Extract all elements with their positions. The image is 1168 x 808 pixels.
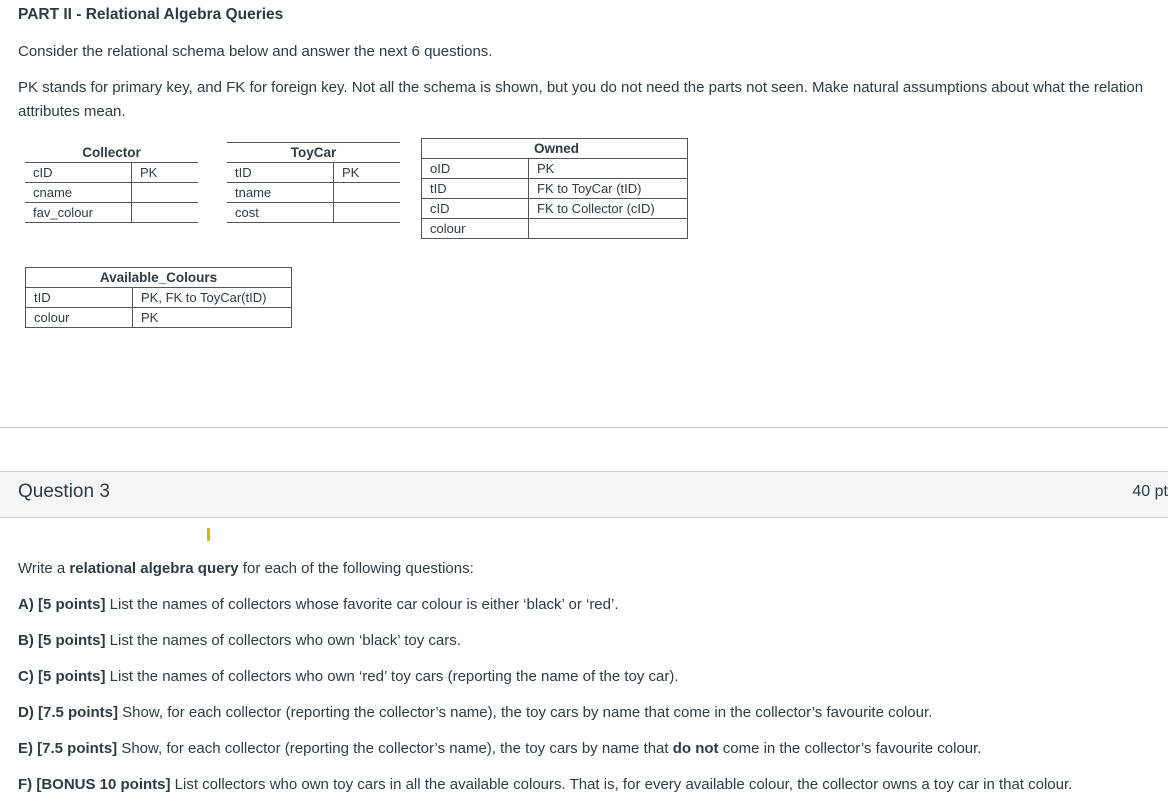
attr-name: colour [26, 308, 133, 328]
item-text-end: come in the collector’s favourite colour. [718, 740, 982, 757]
part-title: PART II - Relational Algebra Queries [18, 6, 284, 23]
attr-key: PK [334, 163, 401, 183]
attr-name: cost [227, 203, 334, 223]
item-text-bold: do not [672, 740, 719, 757]
question-item-c [18, 668, 679, 685]
prompt-bold: relational algebra query [69, 560, 239, 577]
attr-key [132, 203, 199, 223]
attr-key: PK [132, 163, 199, 183]
item-text: Show, for each collector (reporting the collector’s name), the toy cars by name that come in the collector’s favourite colour. [118, 704, 933, 721]
question-item-d [18, 704, 932, 721]
question-item-e [18, 740, 981, 757]
table-name: Collector [25, 143, 198, 163]
prompt-text: Write a [18, 560, 70, 577]
table-name: Owned [422, 139, 688, 159]
text-cursor [207, 528, 210, 541]
attr-name: cID [25, 163, 132, 183]
attr-name: cname [25, 183, 132, 203]
item-text: List collectors who own toy cars in all the available colours. That is, for every available colour, the collector owns a toy car in that colour. [170, 776, 1073, 793]
attr-name: fav_colour [25, 203, 132, 223]
section-divider [0, 427, 1168, 428]
table-name: Available_Colours [26, 268, 292, 288]
attr-key: FK to ToyCar (tID) [529, 179, 688, 199]
attr-name: tID [422, 179, 529, 199]
prompt-text-end: for each of the following questions: [238, 560, 474, 577]
owned-table [421, 138, 688, 239]
item-text: Show, for each collector (reporting the collector’s name), the toy cars by name that [117, 740, 673, 757]
attr-name: colour [422, 219, 529, 239]
schema-note: PK stands for primary key, and FK for foreign key. Not all the schema is shown, but you do not need the parts not seen. Make natural assumptions about what the relation attributes mean. [18, 79, 1144, 120]
available-colours-table [25, 267, 292, 328]
question-points: 40 pt [1132, 483, 1168, 500]
question-item-b [18, 632, 461, 649]
attr-key: FK to Collector (cID) [529, 199, 688, 219]
attr-name: tID [26, 288, 133, 308]
item-label: E) [7.5 points] [18, 740, 118, 757]
attr-name: tID [227, 163, 334, 183]
item-text: List the names of collectors whose favorite car colour is either ‘black’ or ‘red’. [105, 596, 619, 613]
question-title: Question 3 [18, 481, 110, 502]
attr-name: tname [227, 183, 334, 203]
intro-text: Consider the relational schema below and answer the next 6 questions. [18, 43, 493, 60]
attr-key: PK, FK to ToyCar(tID) [133, 288, 292, 308]
table-name: ToyCar [227, 143, 400, 163]
attr-key [132, 183, 199, 203]
item-label: B) [5 points] [18, 632, 106, 649]
question-item-a [18, 596, 619, 613]
item-label: A) [5 points] [18, 596, 106, 613]
attr-key [334, 183, 401, 203]
attr-key [334, 203, 401, 223]
attr-name: oID [422, 159, 529, 179]
item-label: D) [7.5 points] [18, 704, 118, 721]
item-label: F) [BONUS 10 points] [18, 776, 171, 793]
toycar-table [227, 142, 400, 223]
attr-key [529, 219, 688, 239]
attr-name: cID [422, 199, 529, 219]
attr-key: PK [529, 159, 688, 179]
item-label: C) [5 points] [18, 668, 106, 685]
item-text: List the names of collectors who own ‘red’ toy cars (reporting the name of the toy car). [105, 668, 679, 685]
item-text: List the names of collectors who own ‘black’ toy cars. [105, 632, 461, 649]
question-prompt [18, 560, 474, 577]
question-item-f [18, 776, 1072, 793]
question-header [0, 471, 1168, 518]
collector-table [25, 143, 198, 223]
attr-key: PK [133, 308, 292, 328]
